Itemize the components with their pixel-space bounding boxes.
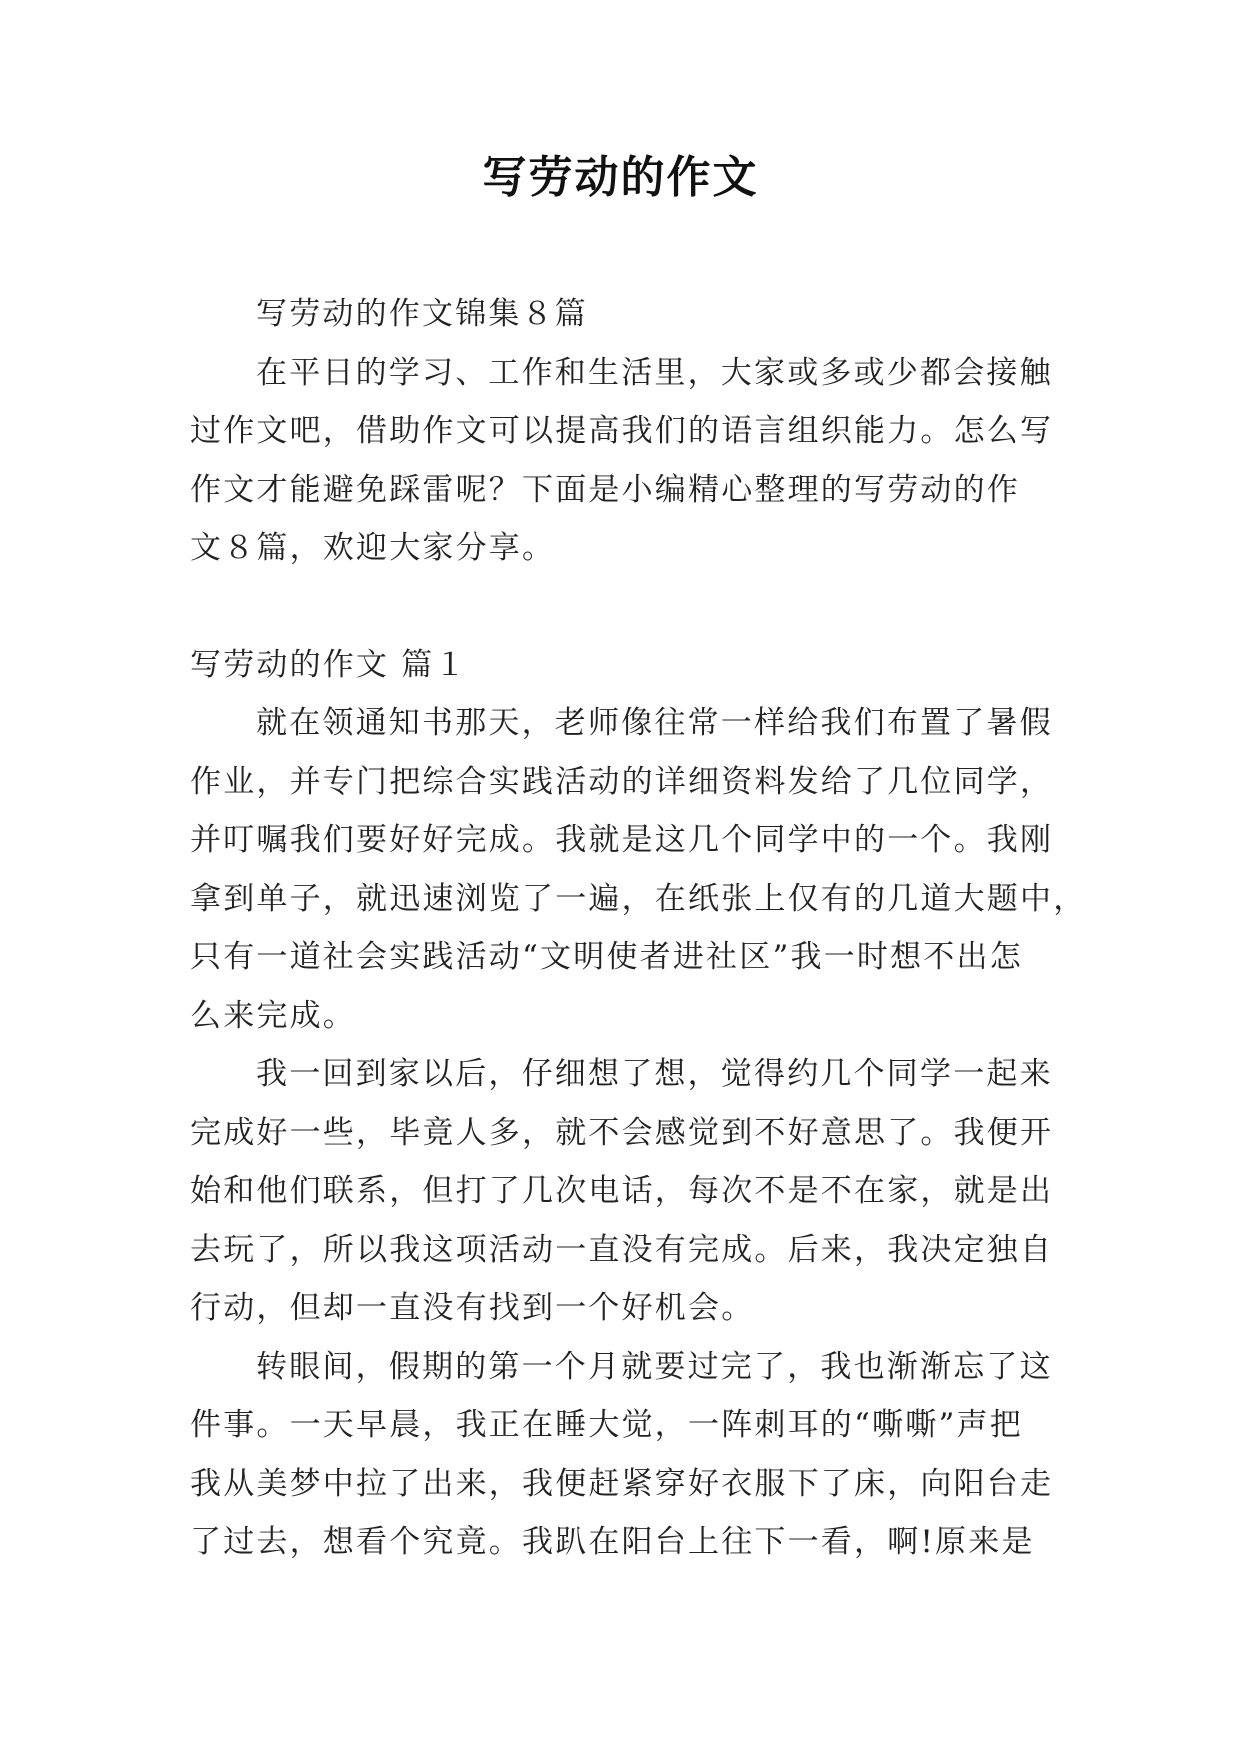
paragraph-line: 作业，并专门把综合实践活动的详细资料发给了几位同学， [190,763,1054,800]
section-heading: 写劳动的作文 篇１ [190,646,468,683]
intro-line: 在平日的学习、工作和生活里，大家或多或少都会接触 [256,354,1053,391]
paragraph-line: 去玩了，所以我这项活动一直没有完成。后来，我决定独自 [190,1231,1054,1268]
paragraph-line: 我一回到家以后，仔细想了想，觉得约几个同学一起来 [256,1056,1053,1092]
paragraph-line: 行动，但却一直没有找到一个好机会。 [190,1290,755,1326]
paragraph-line: 件事。一天早晨，我正在睡大觉，一阵刺耳的“嘶嘶”声把 [190,1407,1023,1443]
body-paragraph-2 [190,1045,1060,1338]
intro-paragraph [190,344,1060,578]
paragraph-line: 始和他们联系，但打了几次电话，每次不是不在家，就是出 [190,1173,1054,1209]
paragraph-line: 拿到单子，就迅速浏览了一遍，在纸张上仅有的几道大题中， [190,880,1087,917]
paragraph-line: 么来完成。 [190,997,356,1034]
paragraph-line: 转眼间，假期的第一个月就要过完了，我也渐渐忘了这 [256,1348,1053,1385]
paragraph-line: 只有一道社会实践活动“文明使者进社区”我一时想不出怎 [190,939,1023,975]
document-body [190,285,1087,1572]
paragraph-line: 就在领通知书那天，老师像往常一样给我们布置了暑假 [256,705,1053,741]
body-paragraph-1 [190,694,1087,1045]
paragraph-line: 我从美梦中拉了出来，我便赶紧穿好衣服下了床，向阳台走 [190,1465,1054,1502]
paragraph-line: 完成好一些，毕竟人多，就不会感觉到不好意思了。我便开 [190,1114,1054,1151]
paragraph-spacer [190,578,1060,636]
intro-line: 文８篇，欢迎大家分享。 [190,530,556,566]
document-subtitle: 写劳动的作文锦集８篇 [256,296,588,332]
intro-line: 作文才能避免踩雷呢？下面是小编精心整理的写劳动的作 [190,471,1020,508]
intro-line: 过作文吧，借助作文可以提高我们的语言组织能力。怎么写 [190,413,1054,449]
paragraph-line: 并叮嘱我们要好好完成。我就是这几个同学中的一个。我刚 [190,822,1054,858]
paragraph-line: 了过去，想看个究竟。我趴在阳台上往下一看，啊!原来是 [190,1524,1035,1560]
body-paragraph-3 [190,1338,1060,1572]
document-title: 写劳动的作文 [482,152,759,203]
